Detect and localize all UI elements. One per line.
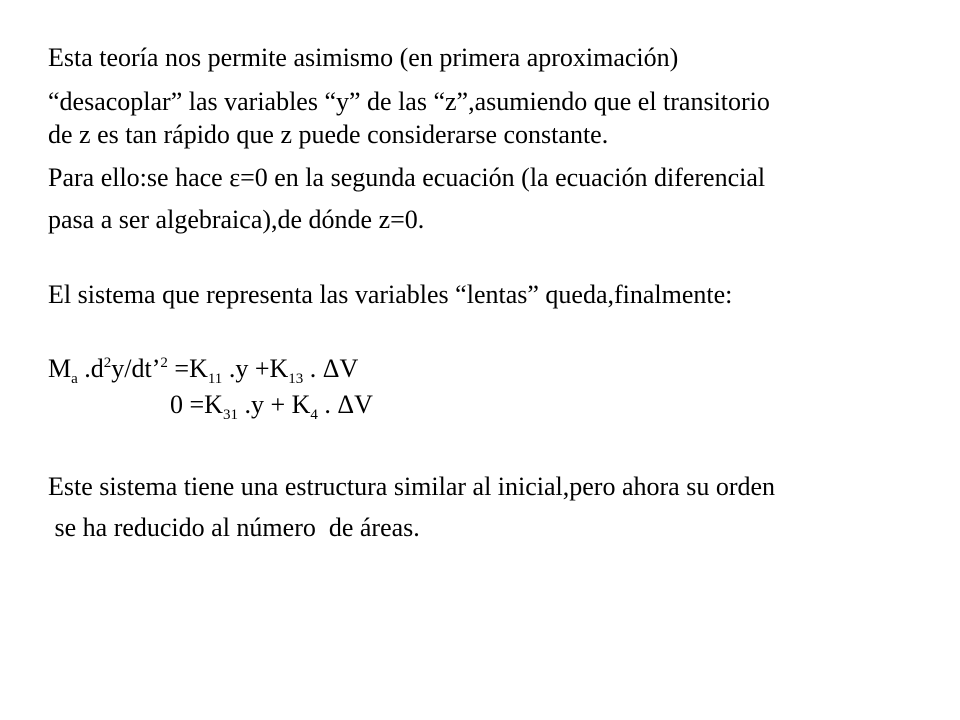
- subscript: 11: [207, 371, 223, 387]
- equation-part: .d: [77, 354, 104, 383]
- superscript: 2: [160, 355, 168, 371]
- text-line: Para ello:se hace ε=0 en la segunda ecuación (la ecuación diferencial: [48, 163, 766, 192]
- equation-part: y/dt’: [111, 354, 161, 383]
- text-line: Este sistema tiene una estructura similar al inicial,pero ahora su orden: [48, 472, 776, 501]
- equation-part: 0 =K: [170, 390, 223, 419]
- text-line: se ha reducido al número de áreas.: [48, 513, 420, 542]
- equation-part: =K: [167, 354, 208, 383]
- text-line: El sistema que representa las variables “lentas” queda,finalmente:: [48, 280, 733, 309]
- equation-part: .y +K: [222, 354, 289, 383]
- text-line: Esta teoría nos permite asimismo (en primera aproximación): [48, 43, 679, 72]
- equation-line: [48, 351, 358, 387]
- text-line: de z es tan rápido que z puede considerarse constante.: [48, 120, 609, 149]
- subscript: 4: [310, 407, 318, 423]
- superscript: 2: [103, 355, 112, 371]
- subscript: a: [71, 371, 78, 387]
- equation-part: .y + K: [237, 390, 311, 419]
- equation-part: M: [48, 354, 72, 383]
- subscript: 13: [288, 371, 304, 387]
- equation-part: . ΔV: [303, 354, 359, 383]
- text-line: “desacoplar” las variables “y” de las “z”,asumiendo que el transitorio: [48, 87, 770, 116]
- text-line: pasa a ser algebraica),de dónde z=0.: [48, 205, 425, 234]
- equation-part: . ΔV: [317, 390, 373, 419]
- subscript: 31: [222, 407, 238, 423]
- equation-line: [170, 387, 373, 423]
